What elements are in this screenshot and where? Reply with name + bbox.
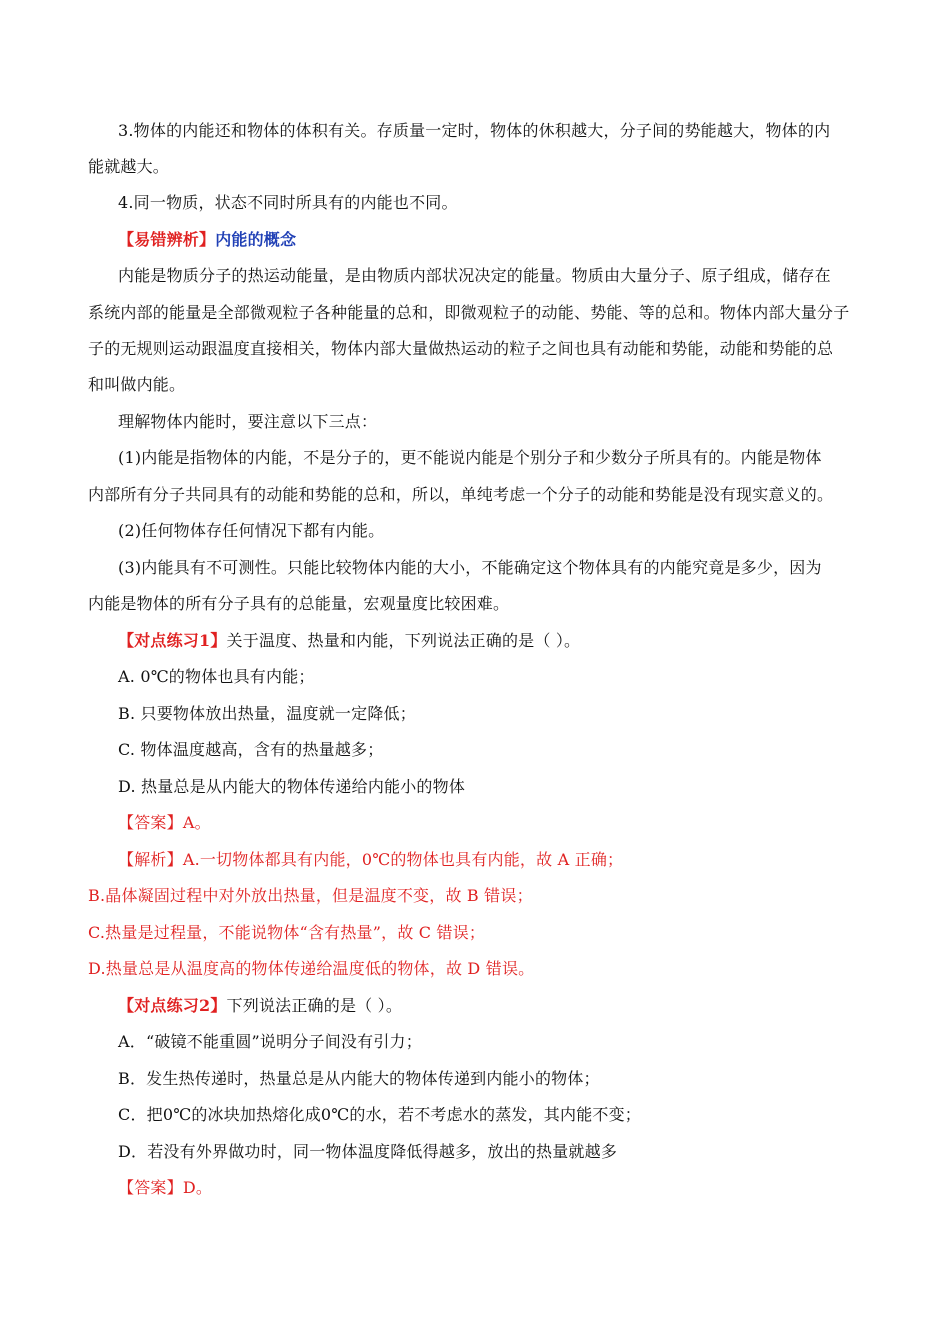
- exercise2-option-d: D．若没有外界做功时，同一物体温度降低得越多，放出的热量就越多: [118, 1142, 618, 1161]
- intro-point3-line2: 能就越大。: [88, 157, 170, 176]
- exercise2-answer-label: 【答案】: [118, 1178, 183, 1197]
- exercise1-answer-label: 【答案】: [118, 813, 183, 832]
- exercise1-question: [118, 629, 580, 653]
- intro-point3-line1: 3.物体的内能还和物体的体积有关。存质量一定时，物体的休积越大，分子间的势能越大，物体的内: [118, 121, 831, 140]
- exercise1-question-text: 关于温度、热量和内能，下列说法正确的是（ ）。: [226, 631, 581, 650]
- analysis-point2: (2)任何物体存任何情况下都有内能。: [118, 521, 385, 540]
- analysis-point3-line2: 内能是物体的所有分子具有的总能量，宏观量度比较困难。: [88, 594, 510, 613]
- analysis-para-line1: 内能是物质分子的热运动能量，是由物质内部状况决定的能量。物质由大量分子、原子组成，储存在: [118, 266, 831, 285]
- exercise1-explain-d: D.热量总是从温度高的物体传递给温度低的物体，故 D 错误。: [88, 959, 535, 978]
- exercise2-answer-value: D。: [182, 1178, 213, 1197]
- exercise1-answer-value: A。: [182, 813, 211, 832]
- exercise1-explain-b: B.晶体凝固过程中对外放出热量，但是温度不变，故 B 错误；: [88, 886, 533, 905]
- exercise1-answer: [118, 811, 211, 835]
- analysis-heading: [118, 228, 296, 252]
- exercise1-option-a: A. 0℃的物体也具有内能；: [118, 667, 315, 686]
- exercise1-option-c: C. 物体温度越高，含有的热量越多；: [118, 740, 384, 759]
- analysis-heading-label: 【易错辨析】: [118, 230, 216, 249]
- exercise1-explain-c: C.热量是过程量，不能说物体“含有热量”，故 C 错误；: [88, 923, 486, 942]
- exercise2-option-c: C．把0℃的冰块加热熔化成0℃的水，若不考虑水的蒸发，其内能不变；: [118, 1105, 641, 1124]
- analysis-point1-line1: (1)内能是指物体的内能，不是分子的，更不能说内能是个别分子和少数分子所具有的。内能是物体: [118, 448, 822, 467]
- analysis-point3-line1: (3)内能具有不可测性。只能比较物体内能的大小，不能确定这个物体具有的内能究竟是多少，因为: [118, 558, 822, 577]
- analysis-para-line2: 系统内部的能量是全部微观粒子各种能量的总和，即微观粒子的动能、势能、等的总和。物体内部大量分子: [88, 303, 850, 322]
- exercise1-explain-label: 【解析】: [118, 850, 183, 869]
- exercise1-option-d: D. 热量总是从内能大的物体传递给内能小的物体: [118, 777, 466, 796]
- analysis-point1-line2: 内部所有分子共同具有的动能和势能的总和，所以，单纯考虑一个分子的动能和势能是没有现实意义的。: [88, 485, 834, 504]
- exercise2-label: 【对点练习2】: [118, 996, 227, 1015]
- exercise1-label: 【对点练习1】: [118, 631, 227, 650]
- analysis-heading-topic: 内能的概念: [215, 230, 297, 249]
- intro-point4: 4.同一物质，状态不同时所具有的内能也不同。: [118, 193, 458, 212]
- analysis-points-intro: 理解物体内能时，要注意以下三点：: [118, 412, 378, 431]
- exercise1-explain-line1: [118, 848, 623, 872]
- exercise2-question-text: 下列说法正确的是（ ）。: [226, 996, 403, 1015]
- analysis-para-line4: 和叫做内能。: [88, 375, 186, 394]
- exercise2-question: [118, 994, 402, 1018]
- exercise2-option-a: A．“破镜不能重圆”说明分子间没有引力；: [118, 1032, 422, 1051]
- exercise1-option-b: B. 只要物体放出热量，温度就一定降低；: [118, 704, 416, 723]
- exercise2-option-b: B．发生热传递时，热量总是从内能大的物体传递到内能小的物体；: [118, 1069, 600, 1088]
- exercise2-answer: [118, 1176, 212, 1200]
- analysis-para-line3: 子的无规则运动跟温度直接相关，物体内部大量做热运动的粒子之间也具有动能和势能，动能和势能的总: [88, 339, 834, 358]
- exercise1-explain-a: A.一切物体都具有内能，0℃的物体也具有内能，故 A 正确；: [182, 850, 624, 869]
